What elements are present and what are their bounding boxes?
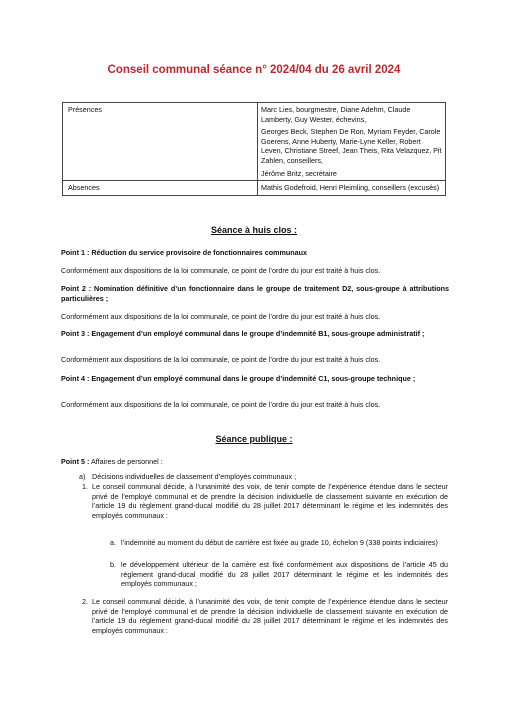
heading-huis-clos: Séance à huis clos : (210, 225, 298, 235)
point-1-heading (61, 248, 449, 258)
point-1-note: Conformément aux dispositions de la loi communale, ce point de l’ordre du jour est traité à huis clos. (61, 266, 381, 275)
presences-label: Présences (63, 103, 258, 181)
heading-seance-publique: Séance publique : (215, 434, 293, 444)
absences-value: Mathis Godefroid, Henri Pleimling, conseillers (excusés) (258, 181, 446, 196)
point-4-label: Point 4 : (61, 374, 90, 383)
attendance-table (62, 102, 446, 196)
item-1a-marker: a. (110, 538, 116, 547)
point-1-label: Point 1 : (61, 248, 90, 257)
presences-secretary: Jérôme Britz, secrétaire (261, 168, 337, 178)
presences-value (258, 103, 446, 181)
point-2-note: Conformément aux dispositions de la loi communale, ce point de l’ordre du jour est traité à huis clos. (61, 312, 381, 321)
item-1-text: Le conseil communal décide, à l’unanimité des voix, de tenir compte de l’expérience étendue dans le secteur privé de l’employé communal et de prendre la décision individuelle de classement suivante en exécution de l’article 19 du règlement grand-ducal modifié du 28 juillet 2017 déterminant le régime et les indemnités des employés communaux : (92, 482, 448, 520)
point-5-label: Point 5 : (61, 457, 90, 466)
point-5-title: Affaires de personnel : (90, 457, 163, 466)
point-1-title: Réduction du service provisoire de fonctionnaires communaux (91, 248, 308, 257)
point-2-label: Point 2 : (61, 284, 92, 293)
point-2-title: Nomination définitive d’un fonctionnaire dans le groupe de traitement D2, sous-groupe à attributions particulières ; (61, 284, 449, 303)
point-5-heading (61, 457, 449, 467)
presences-councillors: Georges Beck, Stephen De Ron, Myriam Feyder, Carole Goerens, Anne Huberty, Marie-Lyne Keller, Robert Leven, Christiane Streef, Jean Theis, Rita Velazquez, Pit Zahlen, conseillers, (261, 127, 442, 165)
sub-a-title: Décisions individuelles de classement d’employés communaux ; (92, 472, 297, 481)
document-title: Conseil communal séance n° 2024/04 du 26 avril 2024 (107, 64, 401, 76)
point-3-label: Point 3 : (61, 329, 90, 338)
point-3-heading (61, 329, 449, 339)
item-1-marker: 1. (82, 482, 88, 491)
item-1a-text: l’indemnité au moment du début de carrière est fixée au grade 10, échelon 9 (338 points indiciaires) (121, 538, 438, 547)
point-4-note: Conformément aux dispositions de la loi communale, ce point de l’ordre du jour est traité à huis clos. (61, 400, 381, 409)
sub-a-marker: a) (79, 472, 86, 481)
point-3-note: Conformément aux dispositions de la loi communale, ce point de l’ordre du jour est traité à huis clos. (61, 355, 381, 364)
absences-row (63, 181, 446, 196)
item-1b-marker: b. (110, 560, 116, 569)
item-2-text: Le conseil communal décide, à l’unanimité des voix, de tenir compte de l’expérience étendue dans le secteur privé de l’employé communal et de prendre la décision individuelle de classement suivante en exécution de l’article 19 du règlement grand-ducal modifié du 28 juillet 2017 déterminant le régime et les indemnités des employés communaux : (92, 597, 448, 635)
absences-label: Absences (63, 181, 258, 196)
item-2-marker: 2. (82, 597, 88, 606)
point-4-title: Engagement d’un employé communal dans le groupe d’indemnité C1, sous-groupe technique ; (91, 374, 416, 383)
presences-row (63, 103, 446, 181)
point-4-heading (61, 374, 449, 384)
point-2-heading (61, 284, 449, 303)
point-3-title: Engagement d’un employé communal dans le groupe d’indemnité B1, sous-groupe administratif ; (91, 329, 425, 338)
presences-officials: Marc Lies, bourgmestre, Diane Adehm, Claude Lamberty, Guy Wester, échevins, (261, 105, 411, 124)
item-1b-text: le développement ultérieur de la carrière est fixé conformément aux dispositions de l’article 45 du règlement grand-ducal modifié du 28 juillet 2017 déterminant le régime et les indemnités des employés communaux ; (121, 560, 448, 589)
